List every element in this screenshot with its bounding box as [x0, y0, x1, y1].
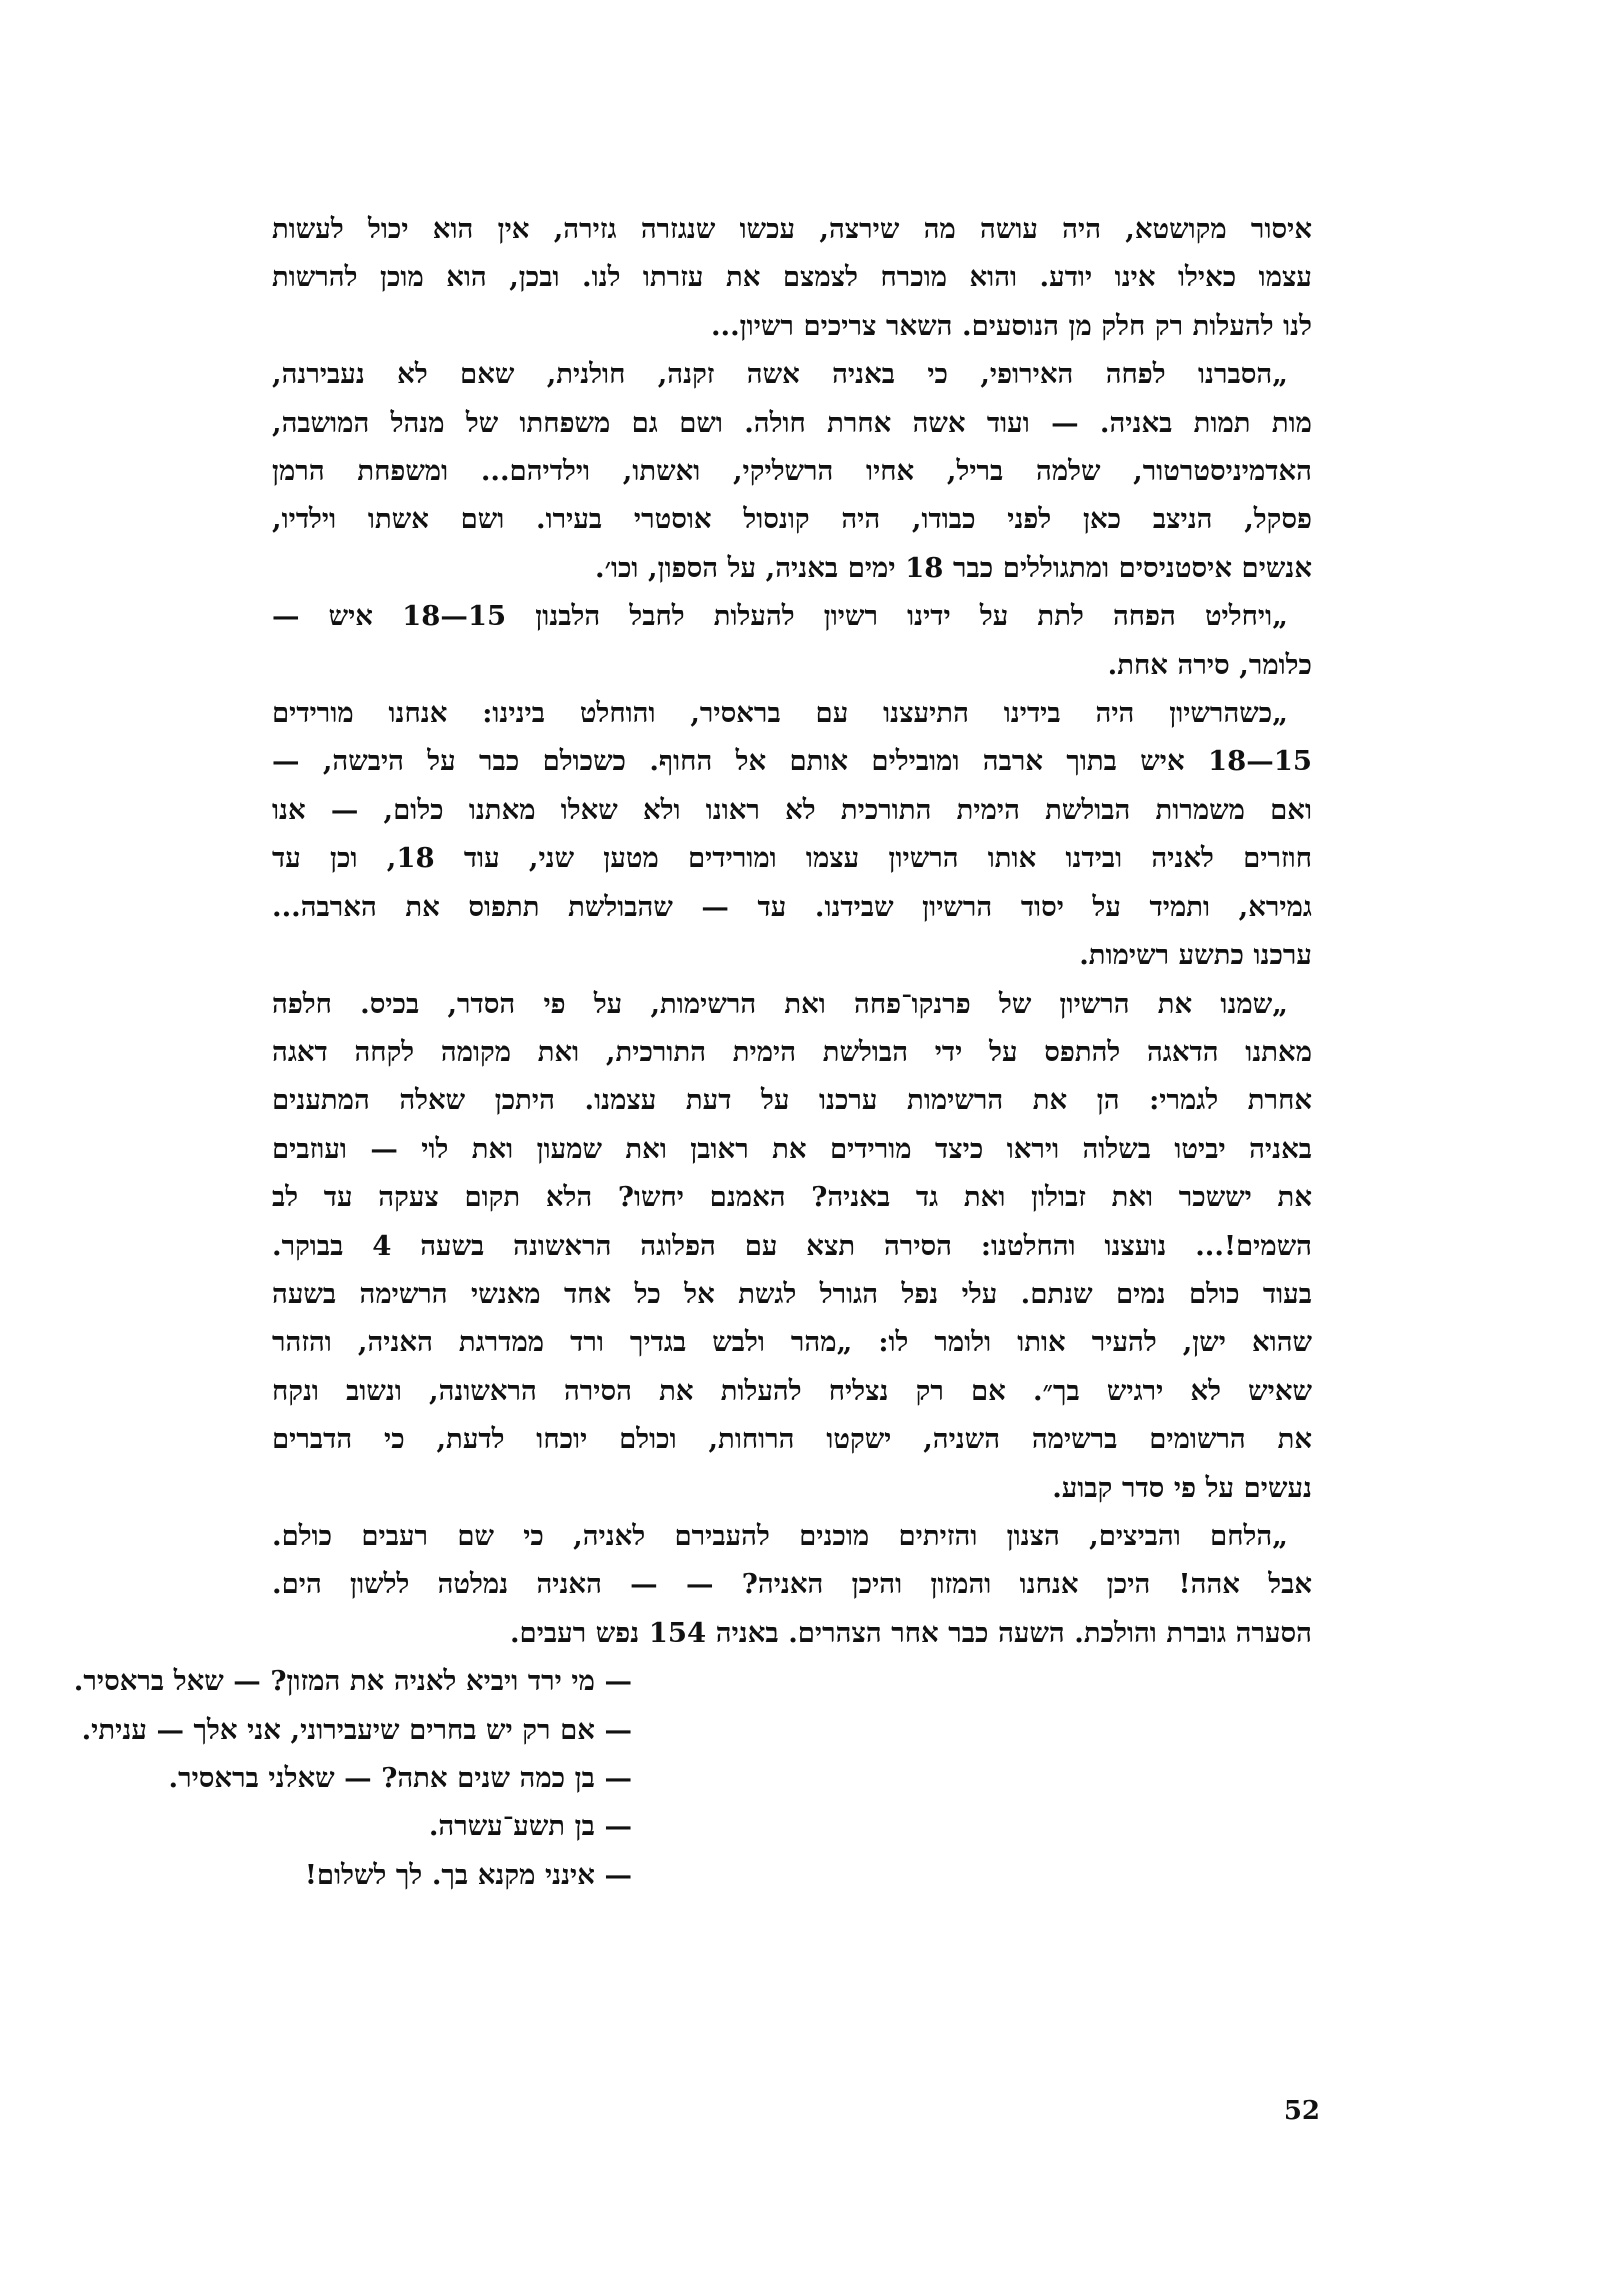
text-line: פסקל, הניצב כאן לפני כבודו, היה קונסול אוסטרי בעירו. ושם אשתו וילדיו,	[272, 503, 1312, 536]
text-line: נעשים על פי סדר קבוע.	[1052, 1471, 1312, 1504]
dialogue-line: — אינני מקנא בך. לך לשלום!	[304, 1858, 632, 1891]
paragraph	[272, 592, 1312, 689]
text-line: „הסברנו לפחה האירופי, כי באניה אשה זקנה, חולנית, שאם לא נעבירנה,	[272, 358, 1288, 391]
text-line: אנשים איסטניסים ומתגוללים כבר 18 ימים באניה, על הספון, וכו׳.	[595, 551, 1312, 584]
text-line: האדמיניסטרטור, שלמה בריל, אחיו הרשליקי, ואשתו, וילדיהם... ומשפחת הרמן	[272, 455, 1312, 488]
dialogue-line: — אם רק יש בחרים שיעבירוני, אני אלך — עניתי.	[81, 1713, 632, 1746]
text-line: ערכנו כתשע רשימות.	[1079, 939, 1312, 972]
text-line: עצמו כאילו אינו יודע. והוא מוכרח לצמצם את עזרתו לנו. ובכן, הוא מוכן להרשות	[272, 261, 1312, 294]
dialogue	[73, 1657, 1312, 1899]
dialogue-line: — בן כמה שנים אתה? — שאלני בראסיר.	[168, 1762, 632, 1794]
text-line: „כשהרשיון היה בידינו התיעצנו עם בראסיר, והוחלט בינינו: אנחנו מורידים	[272, 697, 1288, 730]
text-line: כלומר, סירה אחת.	[1107, 648, 1312, 681]
text-line: שאיש לא ירגיש בך״. אם רק נצליח להעלות את הסירה הראשונה, ונשוב ונקח	[272, 1374, 1312, 1407]
text-line: 15—18 איש בתוך ארבה ומובילים אותם אל החוף. כשכולם כבר על היבשה, —	[272, 745, 1312, 778]
text-line: לנו להעלות רק חלק מן הנוסעים. השאר צריכים רשיון...	[710, 309, 1312, 342]
text-line: שהוא ישן, להעיר אותו ולומר לו: „מהר ולבש בגדיך ורד ממדרגת האניה, והזהר	[272, 1326, 1312, 1359]
text-line: ואם משמרות הבולשת הימית התורכית לא ראונו ולא שאלו מאתנו כלום, — אנו	[272, 793, 1312, 826]
dialogue-line: — בן תשע־עשרה.	[428, 1810, 632, 1843]
text-line: גמירא, ותמיד על יסוד הרשיון שבידנו. עד — שהבולשת תתפוס את הארבה...	[272, 890, 1312, 923]
text-line: בעוד כולם נמים שנתם. עלי נפל הגורל לגשת אל כל אחד מאנשי הרשימה בשעה	[272, 1277, 1312, 1310]
text-line: אבל אהה! היכן אנחנו והמזון והיכן האניה? — — האניה נמלטה ללשון הים.	[272, 1568, 1312, 1601]
text-line: אחרת לגמרי: הן את הרשימות ערכנו על דעת עצמנו. היתכן שאלה המתענים	[272, 1084, 1312, 1117]
text-line: חוזרים לאניה ובידנו אותו הרשיון עצמו ומורידים מטען שני, עוד 18, וכן עד	[272, 842, 1312, 875]
paragraph	[272, 205, 1312, 350]
text-line: הסערה גוברת והולכת. השעה כבר אחר הצהרים. באניה 154 נפש רעבים.	[509, 1616, 1312, 1649]
text-line: באניה יביטו בשלוה ויראו כיצד מורידים את ראובן ואת שמעון ואת לוי — ועוזבים	[272, 1132, 1312, 1165]
text-line: „שמנו את הרשיון של פרנקו־פחה ואת הרשימות, על פי הסדר, בכיס. חלפה	[272, 987, 1288, 1020]
text-line: מות תמות באניה. — ועוד אשה אחרת חולה. ושם גם משפחתו של מנהל המושבה,	[272, 406, 1312, 439]
text-line: מאתנו הדאגה להתפס על ידי הבולשת הימית התורכית, ואת מקומה לקחה דאגה	[272, 1035, 1312, 1068]
text-line: את הרשומים ברשימה השניה, ישקטו הרוחות, וכולם יוכחו לדעת, כי הדברים	[272, 1423, 1312, 1456]
page-number: 52	[1283, 2096, 1320, 2126]
paragraph	[272, 689, 1312, 979]
body-text	[73, 205, 1312, 1899]
paragraph	[272, 1512, 1312, 1657]
text-line: איסור מקושטא, היה עושה מה שירצה, עכשו שנגזרה גזירה, אין הוא יכול לעשות	[272, 213, 1312, 245]
text-line: את יששכר ואת זבולון ואת גד באניה? האמנם יחשו? הלא תקום צעקה עד לב	[272, 1181, 1312, 1214]
text-line: „הלחם והביצים, הצנון והזיתים מוכנים להעבירם לאניה, כי שם רעבים כולם.	[272, 1519, 1288, 1552]
paragraph	[272, 350, 1312, 592]
dialogue-line: — מי ירד ויביא לאניה את המזון? — שאל בראסיר.	[73, 1665, 632, 1698]
paragraph	[272, 980, 1312, 1512]
text-line: „ויחליט הפחה לתת על ידינו רשיון להעלות לחבל הלבנון 15—18 איש —	[272, 600, 1288, 633]
text-line: השמים!... נועצנו והחלטנו: הסירה תצא עם הפלוגה הראשונה בשעה 4 בבוקר.	[272, 1229, 1312, 1262]
